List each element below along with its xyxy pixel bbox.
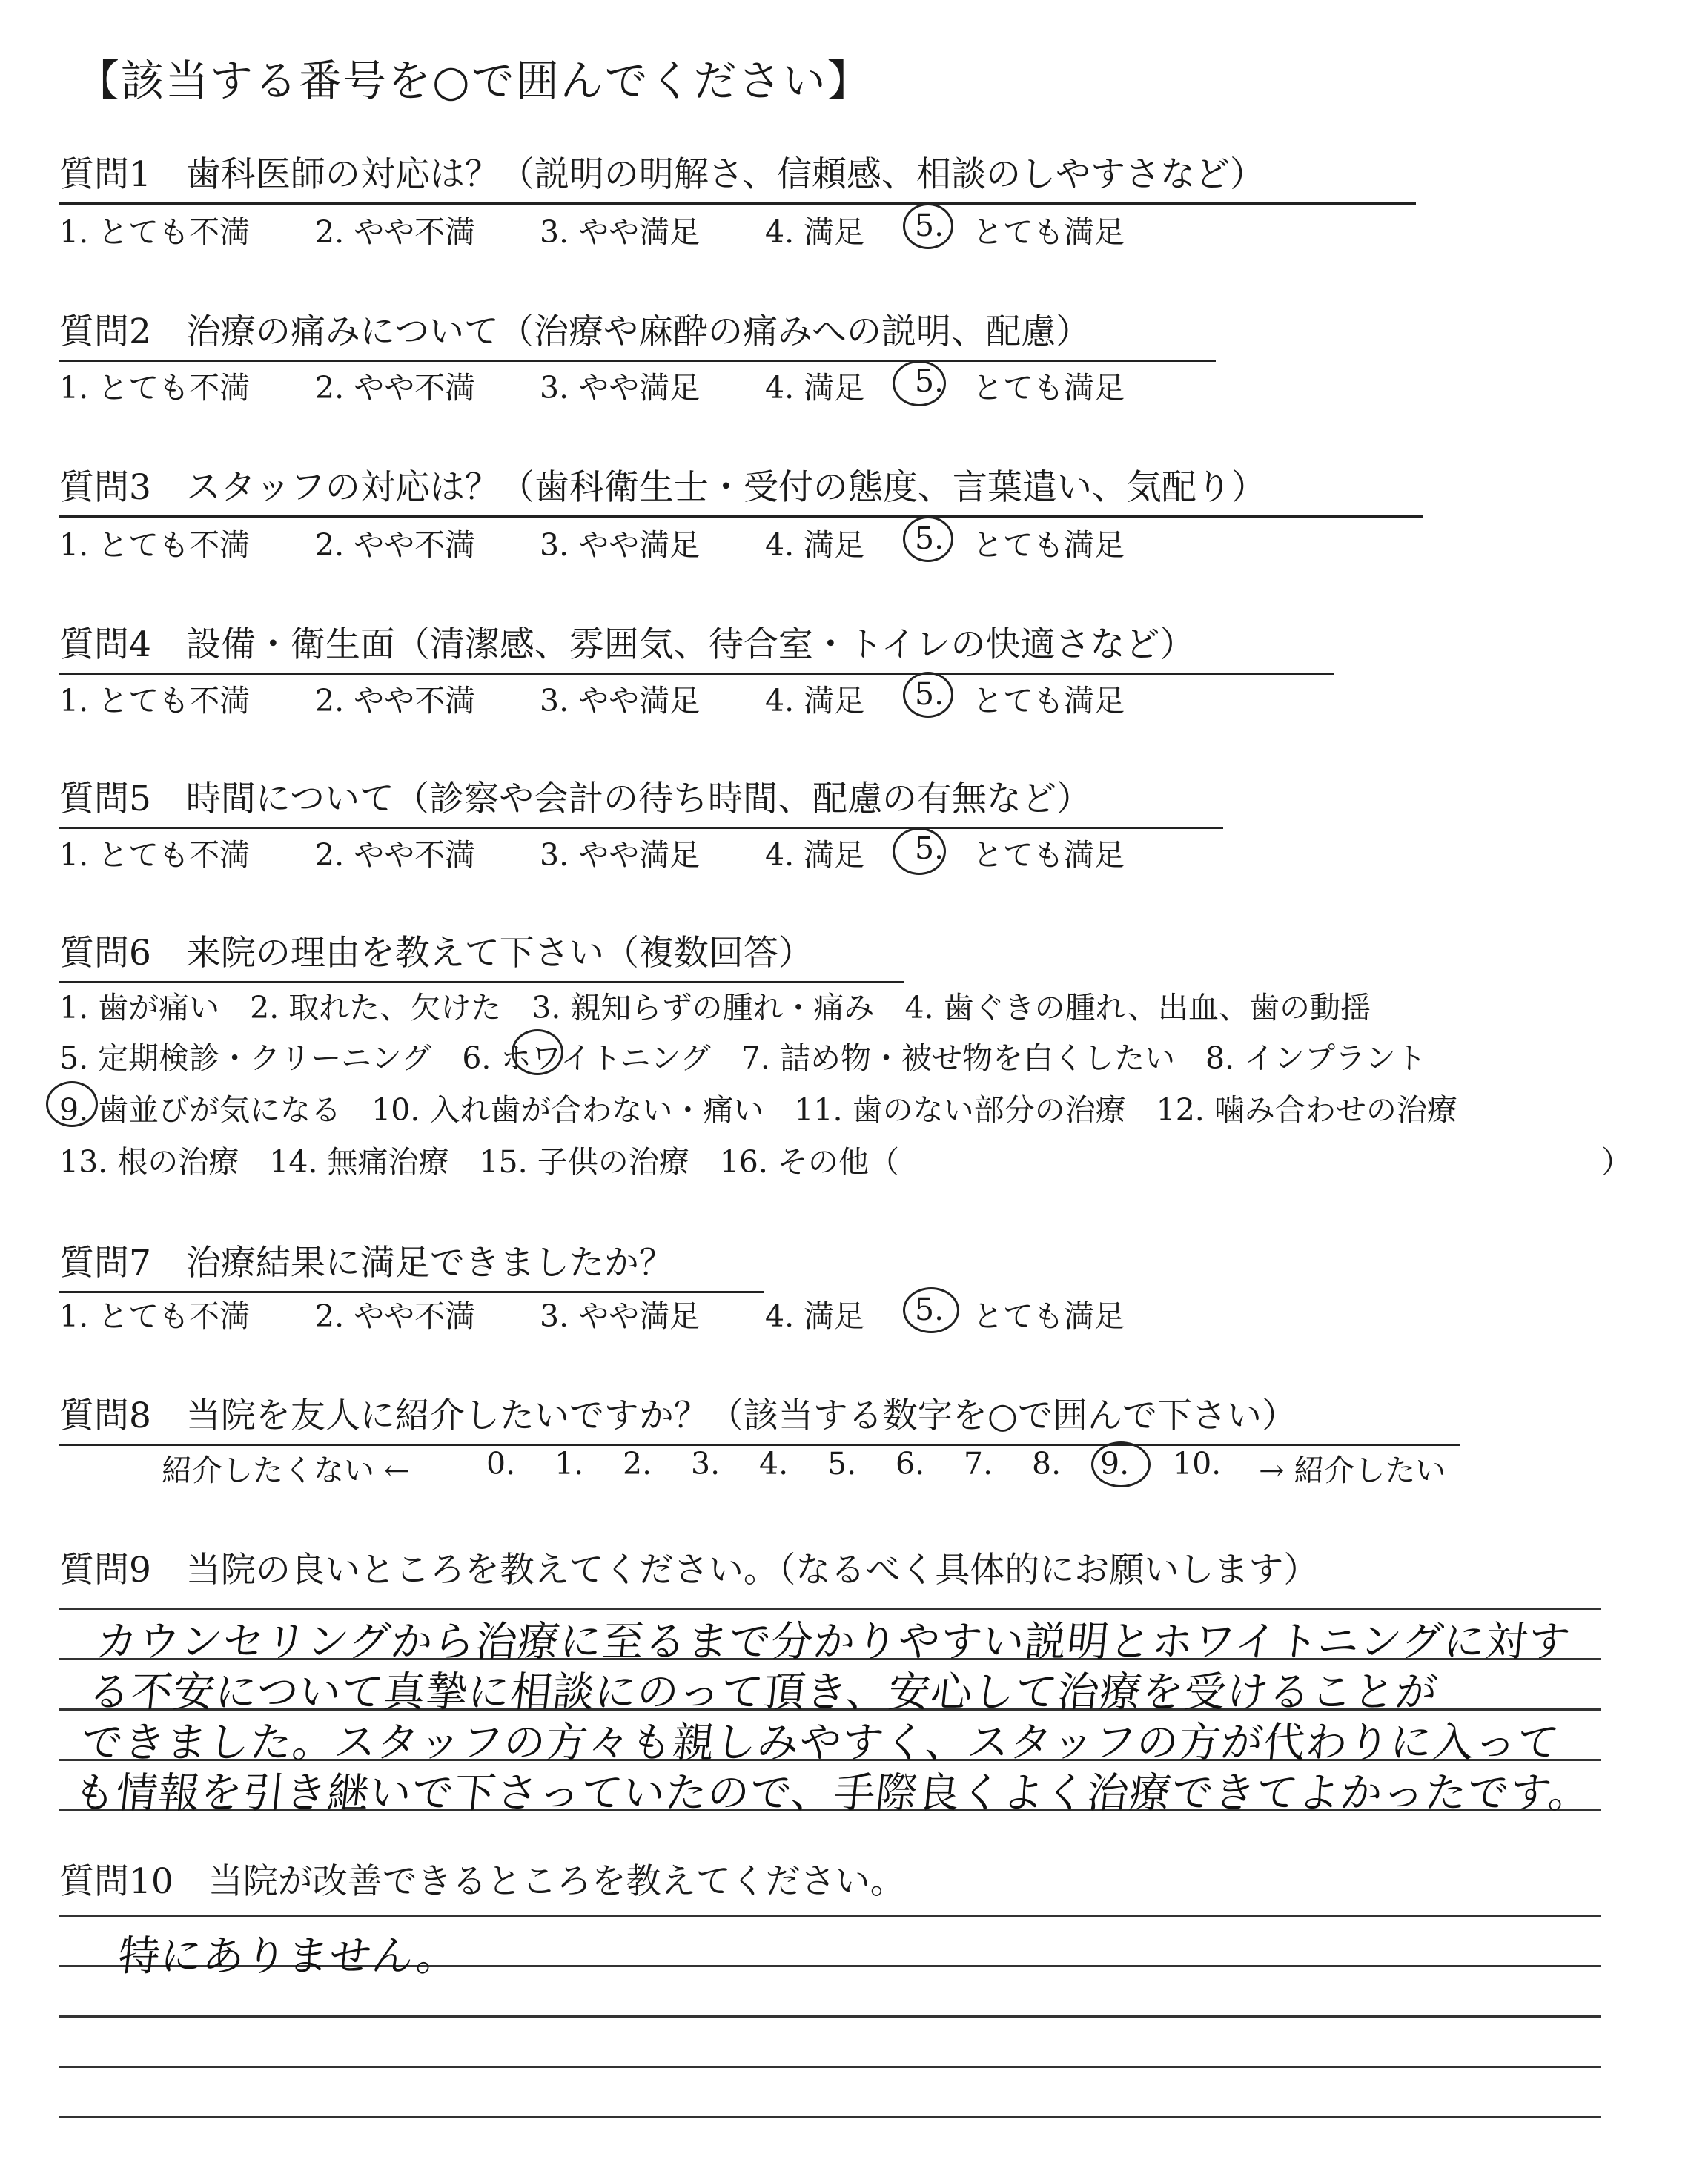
selection-circle xyxy=(893,360,946,406)
question-2-options xyxy=(59,363,1245,406)
option-4[interactable]: 4. 満足 xyxy=(765,214,865,250)
question-6-row-4[interactable]: 13. 根の治療 14. 無痛治療 15. 子供の治療 16. その他（ xyxy=(59,1144,899,1180)
option-1[interactable]: 1. とても不満 xyxy=(59,683,251,719)
selection-circle xyxy=(903,672,953,718)
question-3-heading: 質問3 スタッフの対応は？（歯科衛生士・受付の態度、言葉遣い、気配り） xyxy=(59,460,1423,518)
option-4[interactable]: 4. 満足 xyxy=(765,527,865,563)
question-8-scale xyxy=(162,1446,1496,1488)
option-1[interactable]: 1. とても不満 xyxy=(59,527,251,563)
option-3[interactable]: 3. やや満足 xyxy=(540,1298,701,1334)
option-3[interactable]: 3. やや満足 xyxy=(540,214,701,250)
scale-option-2[interactable]: 2. xyxy=(623,1446,652,1482)
option-3[interactable]: 3. やや満足 xyxy=(540,837,701,873)
scale-option-4[interactable]: 4. xyxy=(759,1446,789,1482)
question-10-heading: 質問10 当院が改善できるところを教えてください。 xyxy=(59,1861,905,1902)
question-6-heading: 質問6 来院の理由を教えて下さい（複数回答） xyxy=(59,925,904,983)
option-4[interactable]: 4. 満足 xyxy=(765,370,865,406)
q9-answer-line-1: カウンセリングから治療に至るまで分かりやすい説明とホワイトニングに対す xyxy=(93,1618,1573,1666)
scale-option-3[interactable]: 3. xyxy=(691,1446,721,1482)
option-1[interactable]: 1. とても不満 xyxy=(59,1298,251,1334)
question-1-options xyxy=(59,208,1245,250)
option-5-label: とても満足 xyxy=(973,214,1125,250)
option-1[interactable]: 1. とても不満 xyxy=(59,837,251,873)
selection-circle xyxy=(893,828,946,875)
option-2[interactable]: 2. やや不満 xyxy=(315,370,476,406)
q9-answer-line-3: できました。スタッフの方々も親しみやすく、スタッフの方が代わりに入って xyxy=(79,1719,1562,1767)
question-8-heading: 質問8 当院を友人に紹介したいですか？（該当する数字を○で囲んで下さい） xyxy=(59,1388,1460,1446)
option-2[interactable]: 2. やや不満 xyxy=(315,683,476,719)
question-4-options xyxy=(59,676,1245,719)
option-5-label: とても満足 xyxy=(973,370,1125,406)
option-5[interactable]: 5. xyxy=(915,363,944,399)
answer-line xyxy=(59,2116,1601,2118)
question-3-options xyxy=(59,521,1245,563)
scale-option-5[interactable]: 5. xyxy=(827,1446,857,1482)
question-6-close-paren: ） xyxy=(1601,1144,1632,1180)
selection-circle xyxy=(1091,1441,1151,1487)
question-6-row-1[interactable]: 1. 歯が痛い 2. 取れた、欠けた 3. 親知らずの腫れ・痛み 4. 歯ぐきの腫れ、出血、歯の動揺 xyxy=(59,990,1371,1025)
question-9-heading: 質問9 当院の良いところを教えてください。（なるべく具体的にお願いします） xyxy=(59,1550,1319,1591)
answer-line xyxy=(59,2015,1601,2018)
scale-right-label: → 紹介したい xyxy=(1259,1453,1446,1488)
option-2[interactable]: 2. やや不満 xyxy=(315,527,476,563)
q9-answer-line-4: も情報を引き継いで下さっていたので、手際良くよく治療できてよかったです。 xyxy=(71,1769,1594,1817)
option-3[interactable]: 3. やや満足 xyxy=(540,683,701,719)
option-2[interactable]: 2. やや不満 xyxy=(315,214,476,250)
scale-option-8[interactable]: 8. xyxy=(1032,1446,1062,1482)
option-4[interactable]: 4. 満足 xyxy=(765,683,865,719)
selection-circle xyxy=(903,516,953,562)
question-5-heading: 質問5 時間について（診察や会計の待ち時間、配慮の有無など） xyxy=(59,771,1223,829)
option-5[interactable]: 5. xyxy=(915,830,944,866)
option-5-label: とても満足 xyxy=(973,837,1125,873)
scale-option-0[interactable]: 0. xyxy=(486,1446,516,1482)
question-6-row-3[interactable]: 9. 歯並びが気になる 10. 入れ歯が合わない・痛い 11. 歯のない部分の治療 12. 噛み合わせの治療 xyxy=(59,1092,1457,1128)
option-5-label: とても満足 xyxy=(973,527,1125,563)
scale-option-7[interactable]: 7. xyxy=(964,1446,993,1482)
selection-circle xyxy=(903,1287,959,1333)
option-2[interactable]: 2. やや不満 xyxy=(315,1298,476,1334)
question-1-heading: 質問1 歯科医師の対応は？（説明の明解さ、信頼感、相談のしやすさなど） xyxy=(59,147,1416,205)
answer-line xyxy=(59,2066,1601,2068)
selection-circle-6 xyxy=(512,1029,563,1075)
question-2-heading: 質問2 治療の痛みについて（治療や麻酔の痛みへの説明、配慮） xyxy=(59,304,1216,362)
scale-option-6[interactable]: 6. xyxy=(896,1446,925,1482)
option-3[interactable]: 3. やや満足 xyxy=(540,370,701,406)
scale-option-10[interactable]: 10. xyxy=(1173,1446,1222,1482)
option-4[interactable]: 4. 満足 xyxy=(765,1298,865,1334)
option-5-label: とても満足 xyxy=(973,683,1125,719)
option-5-label: とても満足 xyxy=(973,1298,1125,1334)
question-5-options xyxy=(59,830,1245,873)
question-7-heading: 質問7 治療結果に満足できましたか？ xyxy=(59,1235,764,1293)
q9-answer-line-2: る不安について真摯に相談にのって頂き、安心して治療を受けることが xyxy=(86,1668,1441,1717)
scale-left-label: 紹介したくない ← xyxy=(162,1453,410,1488)
option-5[interactable]: 5. xyxy=(915,521,944,556)
option-1[interactable]: 1. とても不満 xyxy=(59,214,251,250)
option-2[interactable]: 2. やや不満 xyxy=(315,837,476,873)
question-4-heading: 質問4 設備・衛生面（清潔感、雰囲気、待合室・トイレの快適さなど） xyxy=(59,617,1334,675)
scale-option-9[interactable]: 9. xyxy=(1100,1446,1130,1482)
selection-circle-9 xyxy=(46,1081,98,1127)
question-6-row-2[interactable]: 5. 定期検診・クリーニング 6. ホワイトニング 7. 詰め物・被せ物を白くしたい 8. インプラント xyxy=(59,1040,1427,1076)
selection-circle xyxy=(903,203,953,249)
option-5[interactable]: 5. xyxy=(915,676,944,712)
option-3[interactable]: 3. やや満足 xyxy=(540,527,701,563)
question-7-options xyxy=(59,1292,1245,1334)
q10-answer: 特にありません。 xyxy=(116,1932,462,1981)
option-5[interactable]: 5. xyxy=(915,208,944,243)
option-4[interactable]: 4. 満足 xyxy=(765,837,865,873)
option-1[interactable]: 1. とても不満 xyxy=(59,370,251,406)
option-5[interactable]: 5. xyxy=(915,1292,944,1327)
scale-option-1[interactable]: 1. xyxy=(555,1446,584,1482)
answer-line xyxy=(59,1915,1601,1917)
page-title: 【該当する番号を○で囲んでください】 xyxy=(76,56,872,106)
